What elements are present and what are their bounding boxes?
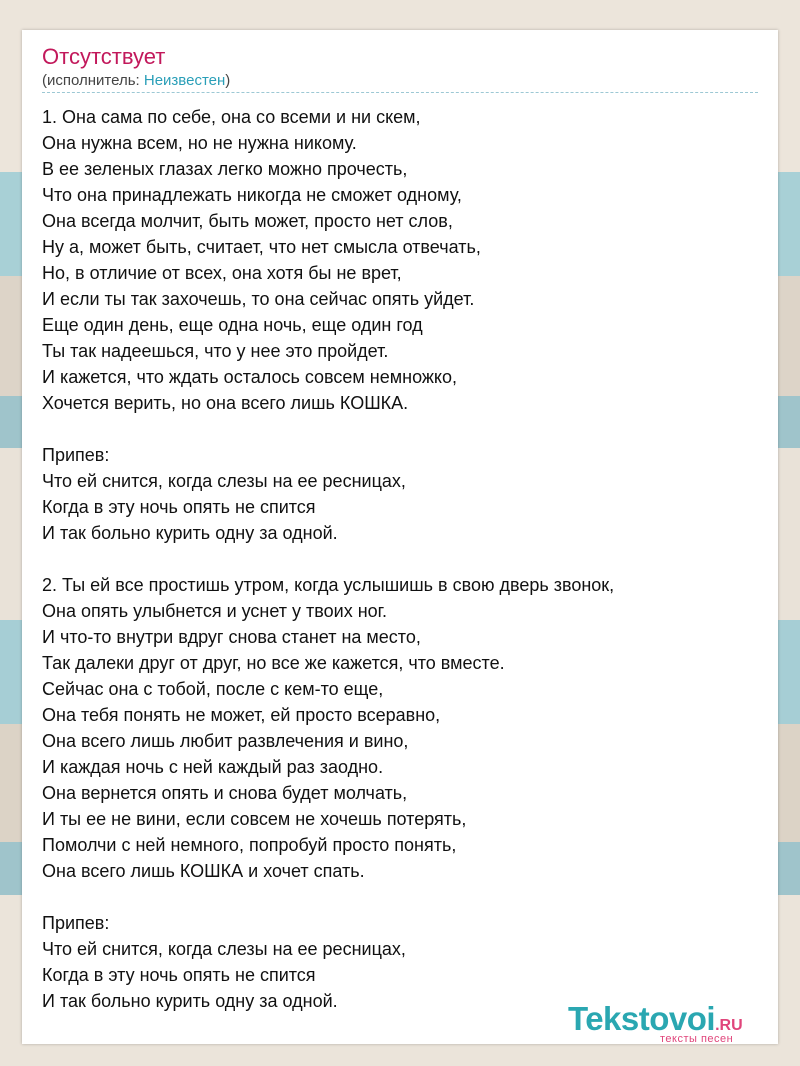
artist-suffix: ) — [225, 72, 231, 89]
stanza-gap — [42, 546, 758, 572]
lyric-line: Так далеки друг от друг, но все же кажется, что вместе. — [42, 653, 505, 673]
lyric-line: И кажется, что ждать осталось совсем немножко, — [42, 367, 458, 387]
lyrics-card — [22, 30, 778, 1044]
lyric-line: Она всего лишь любит развлечения и вино, — [42, 731, 409, 751]
lyric-line: Ты так надеешься, что у нее это пройдет. — [42, 341, 389, 361]
lyric-line: Хочется верить, но она всего лишь КОШКА. — [42, 393, 409, 413]
logo-tagline: тексты песен — [660, 1033, 734, 1045]
song-title: Отсутствует — [42, 44, 166, 69]
lyric-line: И каждая ночь с ней каждый раз заодно. — [42, 757, 384, 777]
lyric-line: Она вернется опять и снова будет молчать, — [42, 783, 408, 803]
lyric-line: Она всего лишь КОШКА и хочет спать. — [42, 861, 365, 881]
artist-prefix: (исполнитель: — [42, 72, 144, 89]
lyric-line: Она нужна всем, но не нужна никому. — [42, 133, 357, 153]
lyric-line: Она всегда молчит, быть может, просто нет слов, — [42, 211, 453, 231]
lyric-line: 2. Ты ей все простишь утром, когда услышишь в свою дверь звонок, — [42, 575, 615, 595]
lyric-line: Помолчи с ней немного, попробуй просто понять, — [42, 835, 457, 855]
lyric-line: Что ей снится, когда слезы на ее ресницах, — [42, 939, 406, 959]
logo-wordmark: Tekstovoi — [568, 1000, 716, 1037]
lyric-line: Сейчас она с тобой, после с кем-то еще, — [42, 679, 384, 699]
lyric-line: Когда в эту ночь опять не спится — [42, 497, 316, 517]
lyric-line: Припев: — [42, 445, 110, 465]
lyric-line: 1. Она сама по себе, она со всеми и ни скем, — [42, 107, 421, 127]
lyric-line: Она опять улыбнется и уснет у твоих ног. — [42, 601, 388, 621]
lyric-line: Припев: — [42, 913, 110, 933]
stanza-gap — [42, 416, 758, 442]
lyric-line: И что-то внутри вдруг снова станет на место, — [42, 627, 421, 647]
lyric-line: Когда в эту ночь опять не спится — [42, 965, 316, 985]
lyric-line: И если ты так захочешь, то она сейчас опять уйдет. — [42, 289, 475, 309]
lyric-line: Что ей снится, когда слезы на ее ресницах, — [42, 471, 406, 491]
lyric-line: И так больно курить одну за одной. — [42, 991, 338, 1011]
lyric-line: В ее зеленых глазах легко можно прочесть, — [42, 159, 408, 179]
lyric-line: И так больно курить одну за одной. — [42, 523, 338, 543]
lyric-line: И ты ее не вини, если совсем не хочешь потерять, — [42, 809, 467, 829]
lyric-line: Еще один день, еще одна ночь, еще один год — [42, 315, 423, 335]
artist-link[interactable]: Неизвестен — [143, 72, 226, 89]
logo-domain: .RU — [715, 1017, 743, 1034]
lyrics-text — [42, 104, 758, 1014]
lyric-line: Ну а, может быть, считает, что нет смысла отвечать, — [42, 237, 481, 257]
lyric-line: Что она принадлежать никогда не сможет одному, — [42, 185, 462, 205]
site-logo[interactable] — [568, 1000, 778, 1044]
lyric-line: Она тебя понять не может, ей просто всеравно, — [42, 705, 441, 725]
header-divider — [42, 92, 758, 93]
stanza-gap — [42, 884, 758, 910]
lyric-line: Но, в отличие от всех, она хотя бы не врет, — [42, 263, 402, 283]
artist-line — [42, 72, 230, 89]
